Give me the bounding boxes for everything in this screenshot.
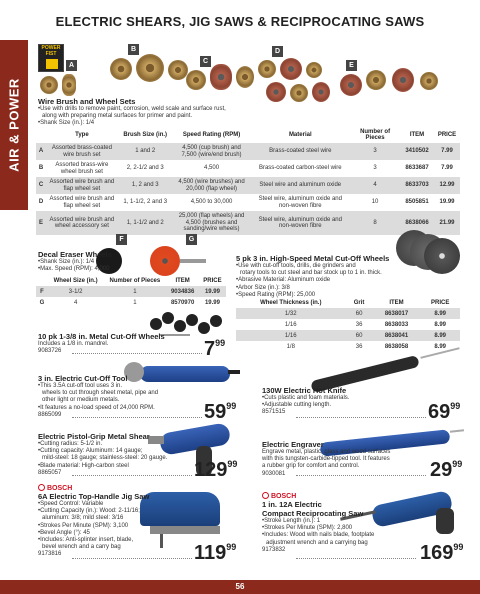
- price: $119^{99}$: [194, 542, 237, 564]
- flap-wheel-image: [280, 58, 302, 80]
- reciprocating-saw-section: BOSCH 1 in. 12A Electric Compact Reciprocating Saw •Stroke Length (in.): 1 •Strokes Per Minute (SPM): 2,800 •Includes: Wood with nails blade, footplate adjustment wrench and a carrying bag 9173832: [262, 492, 442, 553]
- section-heading: 10 pk 1-3/8 in. Metal Cut-Off Wheels: [38, 332, 165, 341]
- page-title: ELECTRIC SHEARS, JIG SAWS & RECIPROCATING SAWS: [55, 14, 425, 29]
- section-heading: 3 in. Electric Cut-Off Tool: [38, 374, 128, 383]
- flap-wheel-image: [340, 74, 362, 96]
- product-label-a: A: [66, 60, 77, 71]
- section-heading: 130W Electric Hot Knife: [262, 386, 347, 395]
- cut-off-wheels-section: 5 pk 3 in. High-Speed Metal Cut-Off Wheels •Use with cut-off tools, drills, die grinders and rotary tools to cut steel and bar stock up to 1 in. thick. •Abrasive Material: Aluminum oxide •Arbor Size (in.): 3/8 •Speed Rating (RPM): 25,000: [236, 254, 396, 299]
- sku: 9173816: [38, 551, 62, 558]
- wire-end-brush-image: [62, 74, 76, 96]
- section-heading: 5 pk 3 in. High-Speed Metal Cut-Off Wheels: [236, 254, 390, 263]
- flap-wheel-image: [392, 68, 414, 92]
- wire-brush-image: [306, 62, 322, 78]
- cut-off-tool-section: 3 in. Electric Cut-Off Tool •This 3.5A cut-off tool uses 3 in. wheels to cut through sheet metal, pipe and other light or medium metals. •It features a no-load speed of 24,000 RPM. 8865099: [38, 374, 218, 418]
- section-heading: Decal Eraser Wheels: [38, 250, 112, 259]
- sku: 9083726: [38, 348, 62, 355]
- decal-eraser-table: Wheel Size (in.) Number of Pieces ITEM PRICE F 3-1/2 1 9034836 19.99 G 4 1 8570970 19.99: [36, 276, 226, 308]
- section-heading: Electric Pistol-Grip Metal Shear: [38, 432, 150, 441]
- sku: 9173832: [262, 546, 286, 553]
- product-label-f: F: [116, 234, 127, 245]
- sku: 8865099: [38, 411, 62, 418]
- product-label-c: C: [200, 56, 211, 67]
- section-label: AIR & POWER: [6, 78, 22, 172]
- mini-wheels-section: 10 pk 1-3/8 in. Metal Cut-Off Wheels Includes a 1/8 in. mandrel. 9083726: [38, 332, 218, 354]
- wire-cup-brush-image: [40, 76, 58, 94]
- section-heading: 1 in. 12A Electric: [262, 500, 322, 509]
- product-label-d: D: [272, 46, 283, 57]
- product-label-e: E: [346, 60, 357, 71]
- section-heading: Wire Brush and Wheel Sets: [38, 97, 136, 106]
- cut-off-wheel-image: [424, 238, 460, 274]
- price: $129^{99}$: [194, 459, 238, 481]
- cut-off-wheels-table: Wheel Thickness (in.) Grit ITEM PRICE 1/32 60 8638017 8.99 1/16 36 8638033 8.99 1/16 60 8638041 8.99 1/8 36 8638058 8.99: [236, 298, 460, 352]
- section-sidebar: [0, 40, 28, 210]
- decal-eraser-section: Decal Eraser Wheels •Shank Size (in.): 1/4 •Max. Speed (RPM): 4,000: [38, 250, 178, 273]
- table-row: G 4 1 8570970 19.99: [39, 299, 220, 306]
- wire-brush-image: [236, 66, 254, 88]
- price: $29^{99}$: [430, 459, 463, 481]
- wire-brush-image: [186, 70, 206, 90]
- jig-saw-section: BOSCH 6A Electric Top-Handle Jig Saw •Speed Control: Variable •Cutting Capacity (in.): Wood: 2-11/16; aluminum: 3/8; mild steel: 3/16 •Strokes Per Minute (SPM): 3,100 •Bevel Angle (°): 45 •Includes: Anti-splinter insert, blade, bevel wrench and a carry bag 9173816: [38, 484, 208, 557]
- flap-wheel-image: [210, 64, 232, 90]
- hot-knife-section: 130W Electric Hot Knife •Cuts plastic and foam materials. •Adjustable cutting length. 8571515: [262, 386, 462, 415]
- sku: 8571515: [262, 409, 286, 416]
- brand-logo: POWER FIST: [38, 44, 64, 72]
- bosch-brand: BOSCH: [262, 492, 442, 500]
- sku: 9030081: [262, 470, 286, 477]
- wire-brush-image: [420, 72, 438, 90]
- wire-wheel-image: [136, 54, 164, 82]
- table-row: E Assorted wire brush and wheel accessory set 1, 1-1/2 and 2 25,000 (flap wheels) and 4,500 (brushes and sanding/wire wheels) Steel wire, aluminum oxide and non-woven fibre 8 8638066 21.99: [36, 211, 460, 235]
- table-row: B Assorted brass-wire wheel brush set 2, 2-1/2 and 3 4,500 Brass-coated carbon-steel wire 3 8633687 7.99: [38, 162, 453, 175]
- price: $59^{99}$: [204, 401, 237, 423]
- price: $169^{99}$: [420, 542, 464, 564]
- price: $69^{99}$: [428, 401, 461, 423]
- wire-brush-section: Wire Brush and Wheel Sets •Use with drills to remove paint, corrosion, weld scale and surface rust, along with preparing metal surfaces for primer and paint. •Shank Size (in.): 1/4: [38, 97, 338, 128]
- page-footer: [0, 580, 480, 594]
- wire-brush-image: [258, 60, 276, 78]
- section-heading: 6A Electric Top-Handle Jig Saw: [38, 492, 150, 501]
- sku: 8865057: [38, 469, 62, 476]
- table-row: D Assorted wire brush and flap wheel set 1, 1-1/2, 2 and 3 4,500 to 30,000 Steel wire, aluminum oxide and non-woven fibre 10 8505851 19.99: [38, 196, 455, 209]
- engraver-section: Electric Engraver Engrave metal, plastic, glass and wood surfaces with this tungsten-carbide-tipped tool. It features a rubber grip for comfort and control. 9030081: [262, 440, 462, 477]
- section-heading: Electric Engraver: [262, 440, 324, 449]
- table-row: 1/16 36 8638033 8.99: [284, 321, 447, 328]
- table-row: 1/16 60 8638041 8.99: [236, 330, 460, 341]
- wire-wheel-image: [168, 60, 188, 80]
- product-label-g: G: [186, 234, 197, 245]
- wire-brush-image: [366, 70, 386, 90]
- product-label-b: B: [128, 44, 139, 55]
- table-row: F 3-1/2 1 9034836 19.99: [36, 286, 226, 297]
- table-row: 1/8 36 8638058 8.99: [286, 343, 447, 350]
- bosch-logo-icon: [38, 484, 45, 491]
- table-row: C Assorted wire brush and flap wheel set 1, 2 and 3 4,500 (wire brushes) and 20,000 (flap wheel) Steel wire and aluminum oxide 4 8633703 12.99: [36, 177, 460, 194]
- section-heading: Compact Reciprocating Saw: [262, 509, 364, 518]
- bosch-brand: BOSCH: [38, 484, 208, 492]
- price: $7^{99}$: [204, 338, 226, 360]
- table-row: A Assorted brass-coated wire brush set 1 and 2 4,500 (cup brush) and 7,500 (wire/end brush) Brass-coated steel wire 3 3410502 7.99: [36, 143, 460, 160]
- metal-shear-section: Electric Pistol-Grip Metal Shear •Cutting radius: 5-1/2 in. •Cutting capacity: Aluminum: 14 gauge; mild-steel: 18 gauge; stainless-steel: 20 gauge. •Blade material: High-carbon steel 8865057: [38, 432, 208, 476]
- table-row: 1/32 60 8638017 8.99: [236, 308, 460, 319]
- wire-brush-table: Type Brush Size (in.) Speed Rating (RPM) Material Number of Pieces ITEM PRICE A Assorted brass-coated wire brush set 1 and 2 4,500 (cup brush) and 7,500 (wire/end brush) Brass-coated steel wire 3 3410502 7.99 B Assorted brass-wire wheel brush set 2, 2-1/2 and 3 4,500 Brass-coated carbon-steel wire 3 8633687 7.99 C Assorted wire brush and flap wheel set 1, 2 and 3 4,500 (wire brushes) and 20,000 (flap wheel) Steel wire and aluminum oxide 4 8633703 12.99 D Assorted wire brush and flap wheel set 1, 1-1/2, 2 and 3 4,500 to 30,000 Steel wire, aluminum oxide and non-woven fibre 10 8505851 19.99 E Assorted wire brush and wheel accessory set 1, 1-1/2 and 2 25,000 (flap wheels) and 4,500 (brushes and sanding/wire wheels) Steel wire, aluminum oxide and non-woven fibre 8 8638066 21.99: [36, 127, 460, 235]
- bosch-logo-icon: [262, 492, 269, 499]
- wire-wheel-image: [110, 58, 132, 80]
- page-number: 56: [235, 582, 245, 591]
